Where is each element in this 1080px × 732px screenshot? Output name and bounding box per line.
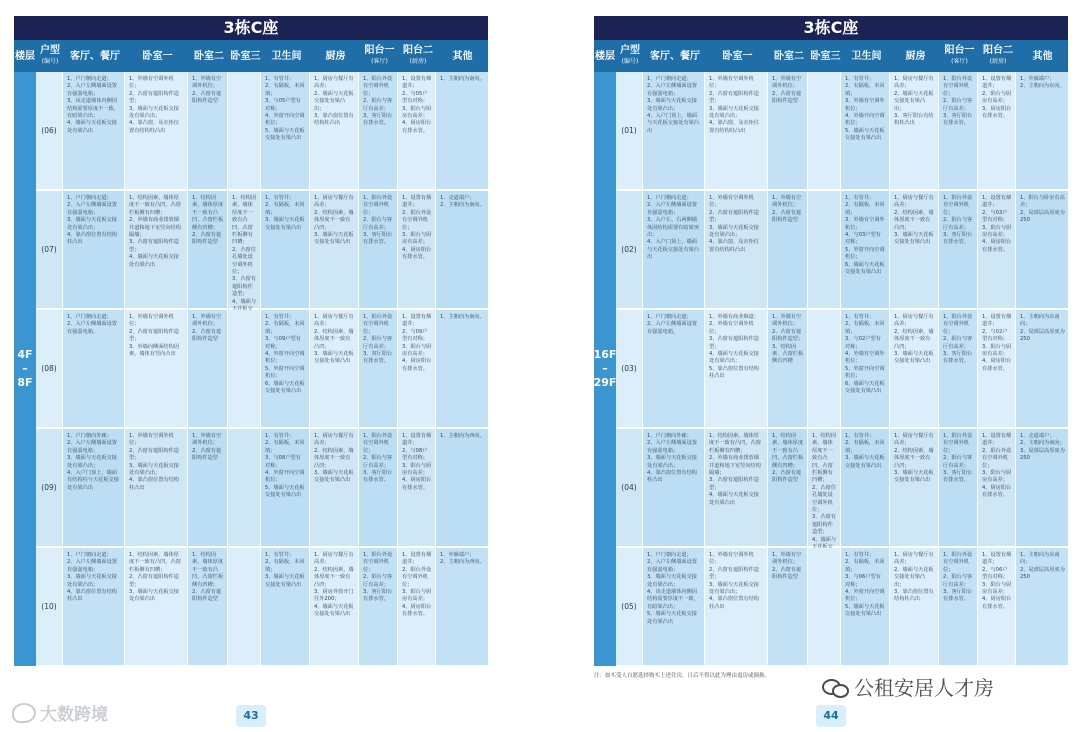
cell-bedroom-3: 1、结构因素，墙体厚度不一致有凸凹，凸窗栏板侧有凹槽； 2、凸窗位孔墙处设空调外机位； 3、凸窗有遮阳构件造型； 4、墙面与	[227, 191, 260, 308]
cell-kitchen: 1、厨房与餐厅有高差； 2、结构因素，墙体厚度不一致有凸凹； 3、墙面与天花板交接处有梁凸出	[889, 191, 938, 308]
cell-balcony-2: 1、设置有烟道井； 2、与03户型有对称； 3、阳台与厨房有高差； 4、厨房阳台有排水管。	[977, 191, 1015, 308]
cell-bathroom: 1、有管井； 2、有隔板，未回填； 3、墙面与天花板交接处有梁凸出	[260, 191, 309, 308]
cell-bedroom-2: 1、外墙有空调外机位； 2、凸窗有遮阳构件造型	[187, 429, 227, 546]
unit-number: (03)	[621, 364, 637, 373]
cell-other: 1、主朝向为东南向； 2、局部层高厚度为250	[1015, 548, 1068, 665]
cell-balcony-1: 1、阳台外设有空调外机位； 2、阳台与客厅有高差； 3、客厅阳台有排水管。	[938, 191, 977, 308]
cell-kitchen: 1、厨房与餐厅有高差； 2、结构因素，墙体厚度不一致有凸凹； 3、墙面与天花板交接处有梁凸出	[309, 310, 358, 427]
cell-kitchen: 1、厨房与餐厅有高差； 2、结构因素，墙体厚度不一致有凸凹； 3、墙面与天花板交接处有梁凸出	[309, 191, 358, 308]
cell-balcony-2: 1、设置有烟道井； 2、与09户型有对称； 3、阳台与厨房有高差； 4、厨房阳台有排水管。	[397, 310, 435, 427]
cell-living: 1、户门朝向走道； 2、入户左侧墙面设置有强弱电箱。	[62, 310, 124, 427]
cell-bathroom: 1、有管井； 2、有隔板，未回填； 3、与06户型有对称； 4、外窗开向空调机位； 5、墙面与天花板交接处有梁凸出	[840, 548, 889, 665]
header-bedroom-3: 卧室三	[810, 50, 841, 62]
header-kitchen: 厨房	[325, 50, 346, 62]
cell-bedroom-3	[227, 429, 260, 546]
cell-balcony-2: 1、设置有烟道井； 2、与05户型有对称； 3、阳台与厨房有高差； 4、厨房阳台有排水管。	[397, 72, 435, 189]
cell-other: 1、阳台与卧室有高差； 2、局部层高厚度为250	[1015, 191, 1068, 308]
cell-balcony-2: 1、设置有烟道井； 2、阳台外设有空调外机位； 3、阳台与厨房有高差； 4、厨房阳台有排水管。	[977, 429, 1015, 546]
cell-bedroom-2: 1、结构因素，墙体厚度不一致有凸凹，凸窗栏板侧有凹槽； 2、凸窗有遮阳构件造型	[767, 429, 807, 546]
cell-bedroom-1: 1、结构因素，墙体厚度不一致有凸凹，凸窗栏板侧有凹槽； 2、外墙有商业排放烟井道和地下室竖向结构隔墙； 3、凸窗有遮阳构件造型； 4、墙面与天花板交接处有梁凸出	[124, 191, 187, 308]
cell-other: 1、外廊端户； 2、主朝向为东向。	[1015, 72, 1068, 189]
table-title: 3栋C座	[594, 16, 1068, 40]
cell-living: 1、户门朝向走道； 2、入户左侧墙面设置有强弱电箱。	[642, 310, 704, 427]
cell-balcony-1: 1、阳台外设有空调外机位； 2、阳台与客厅有高差； 3、客厅阳台有排水管。	[358, 72, 397, 189]
cell-other: 1、走道端户； 2、主朝向为南向。	[435, 191, 488, 308]
cell-bathroom: 1、有管井； 2、有隔板，未回填； 3、与09户型有对称； 4、外窗开向空调机位； 5、外窗开向空调机位； 6、墙面与天花板交接处有梁凸出	[260, 310, 309, 427]
cell-other: 1、主朝向为南向。	[435, 72, 488, 189]
header-living: 客厅、餐厅	[70, 50, 120, 62]
cell-balcony-1: 1、阳台外设有空调外机位； 2、阳台与客厅有高差； 3、客厅阳台有排水管。	[938, 72, 977, 189]
unit-number: (05)	[621, 602, 637, 611]
cell-bedroom-3	[807, 548, 840, 665]
cell-balcony-2: 1、设置有烟道井； 2、阳台与厨房有高差； 3、厨房阳台有排水管。	[977, 72, 1015, 189]
cell-bathroom: 1、有管井； 2、有隔板，未回填； 3、墙面与天花板交接处有梁凸出	[260, 548, 309, 665]
cell-bedroom-2: 1、外墙有空调外机位； 2、凸窗有遮阳构件造型	[187, 310, 227, 427]
cell-balcony-1: 1、阳台外设有空调外机位； 2、阳台与客厅有高差； 3、客厅阳台有排水管。	[938, 429, 977, 546]
unit-number: (08)	[41, 364, 57, 373]
header-kitchen: 厨房	[905, 50, 926, 62]
cell-living: 1、户门朝向走道； 2、入户左侧墙面设置有强弱电箱； 3、墙面与天花板交接处有梁凸出； 4、入户门顶上，墙面与天花板交接处有梁凸出	[642, 72, 704, 189]
table-title: 3栋C座	[14, 16, 488, 40]
page-number: 44	[816, 705, 846, 727]
cell-balcony-2: 1、设置有烟道井； 2、与08户型有对称； 3、阳台与厨房有高差； 4、厨房阳台有排水管。	[397, 429, 435, 546]
cell-bedroom-1: 1、外墙有空调外机位； 2、凸窗有遮阳构件造型； 3、墙面与天花板交接处有梁凸出； 4、靠凸窗，及衣柜位置有结构柱凸出	[704, 191, 767, 308]
header-balcony-1: 阳台一 (客厅)	[364, 45, 395, 65]
cell-bedroom-1: 1、外墙有空调外机位； 2、凸窗有遮阳构件造型； 3、墙面与天花板交接处有梁凸出； 4、靠凸窗，及衣柜位置有结构柱凸出	[124, 72, 187, 189]
floor-range: 4F – 8F	[14, 72, 36, 666]
cell-bathroom: 1、有管井； 2、有隔板，未回填； 3、与02户型有对称； 4、外墙有空调外机位； 5、外窗开向空调机位； 6、墙面与天花板交接处有梁凸出	[840, 310, 889, 427]
cell-living: 1、户门朝向走道； 2、入户左侧墙面设置有强弱电箱； 3、墙面与天花板交接处有梁凸出； 4、该走道墙体内侧因结构需要厚度不一致，有暗梁凸出； 5、墙面与天花板交接处有梁凸出	[642, 548, 704, 665]
unit-number: (01)	[621, 126, 637, 135]
header-bathroom: 卫生间	[271, 50, 302, 62]
table-row	[616, 72, 1068, 189]
cell-kitchen: 1、厨房与餐厅有高差； 2、结构因素，墙体厚度不一致有凸凹； 3、墙面与天花板交接处有梁凸出	[889, 429, 938, 546]
page-number: 43	[236, 705, 266, 727]
header-bedroom-2: 卧室二	[774, 50, 804, 62]
cell-bedroom-1: 1、外墙有商业烟道； 2、外墙有空调外机位； 3、凸窗有遮阳构件造型； 4、墙面与天花板交接处有梁凸出； 5、靠凸窗位置有结构柱凸出	[704, 310, 767, 427]
header-bedroom-1: 卧室一	[722, 50, 753, 62]
cell-balcony-2: 1、设置有烟道井； 2、阳台外设有空调外机位； 3、阳台与厨房有高差； 4、厨房阳台有排水管。	[397, 191, 435, 308]
header-other: 其他	[1032, 50, 1053, 62]
right-page	[594, 16, 1068, 666]
cell-bathroom: 1、有管井； 2、有隔板，未回填； 3、与05户型有对称； 4、外窗开向空调机位； 5、墙面与天花板交接处有梁凸出	[260, 72, 309, 189]
cell-other: 1、外廊端户； 2、主朝向为西向。	[435, 548, 488, 665]
cell-balcony-2: 1、设置有烟道井； 2、与06户型有对称； 3、阳台与厨房有高差； 4、厨房阳台有排水管。	[977, 548, 1015, 665]
cell-kitchen: 1、厨房与餐厅有高差； 2、结构因素，墙体厚度不一致有凸凹； 3、墙面与天花板交接处有梁凸出	[889, 310, 938, 427]
cell-kitchen: 1、厨房与餐厅有高差； 2、墙面与天花板交接处有梁凸出； 3、靠凸窗位置有结构柱凸出	[309, 72, 358, 189]
table-row	[616, 310, 1068, 427]
cell-other: 1、主朝向为东南向； 2、局部层高厚度为250	[1015, 310, 1068, 427]
cell-balcony-2: 1、设置有烟道井； 2、与02户型有对称； 3、阳台与厨房有高差； 4、厨房阳台有排水管。	[977, 310, 1015, 427]
floor-range: 16F – 29F	[594, 72, 616, 666]
header-living: 客厅、餐厅	[650, 50, 700, 62]
watermark-left	[12, 700, 108, 725]
table-row	[36, 191, 488, 308]
header-balcony-2: 阳台二 (厨房)	[403, 45, 433, 65]
cell-balcony-1: 1、阳台外设有空调外机位； 2、阳台与客厅有高差； 3、客厅阳台有排水管。	[358, 310, 397, 427]
cell-balcony-1: 1、阳台外设有空调外机位； 2、阳台与客厅有高差； 3、客厅阳台有排水管。	[938, 310, 977, 427]
unit-number: (10)	[41, 602, 57, 611]
table-row	[616, 548, 1068, 665]
cell-other: 1、主朝向为南向。	[435, 310, 488, 427]
header-bedroom-3: 卧室三	[230, 50, 261, 62]
table-header	[594, 40, 1068, 72]
cell-bedroom-1: 1、结构因素，墙体厚度不一致有凸凹，凸窗栏板侧有凹槽； 2、外墙有商业排放烟井道和地下室竖向结构隔墙； 3、凸窗有遮阳构件造型； 4、墙面与天花板交接处有梁凸出	[704, 429, 767, 546]
left-page	[14, 16, 488, 666]
cell-bedroom-2: 1、外墙有空调外机位； 2、凸窗有遮阳构件造型	[767, 72, 807, 189]
cell-living: 1、户门朝向走道； 2、入户左侧墙面设置有强弱电箱； 3、墙面与天花板交接处有梁凸出； 4、靠凸窗位置有结构柱凸出	[62, 191, 124, 308]
cell-other: 1、主朝向为西向。	[435, 429, 488, 546]
table-row	[616, 429, 1068, 546]
cell-bathroom: 1、有管井； 2、有隔板，未回填； 3、外墙有空调外机位； 4、与03户型有对称； 5、外窗开向空调机位； 6、墙面与天花板交接处有梁凸出	[840, 191, 889, 308]
header-floor: 楼层	[595, 50, 615, 62]
brand-logo-icon	[12, 703, 36, 723]
unit-number: (04)	[621, 483, 637, 492]
cell-bedroom-3	[807, 310, 840, 427]
header-balcony-1: 阳台一 (客厅)	[944, 45, 975, 65]
cell-bathroom: 1、有管井； 2、有隔板，未回填； 3、墙面与天花板交接处有梁凸出	[840, 429, 889, 546]
cell-bedroom-3	[227, 548, 260, 665]
cell-bedroom-3	[227, 310, 260, 427]
cell-living: 1、户门朝向走道； 2、入户左侧墙面设置有强弱电箱； 3、入户左、右两侧墙体因结构需要有暗梁突出； 4、入户门顶上，墙面与天花板交接处有梁凸出	[642, 191, 704, 308]
cell-bedroom-2: 1、外墙有空调外机位； 2、凸窗有遮阳构件造型	[187, 72, 227, 189]
cell-bedroom-2: 1、外墙有空调外机位； 2、凸窗有遮阳构件造型	[767, 191, 807, 308]
cell-balcony-1: 1、阳台外设有空调外机位； 2、阳台与客厅有高差； 3、客厅阳台有排水管。	[358, 548, 397, 665]
cell-kitchen: 1、厨房与餐厅有高差； 2、墙面与天花板交接处有梁凸出； 3、客厅阳台有结构柱凸出	[889, 72, 938, 189]
header-bedroom-2: 卧室二	[194, 50, 224, 62]
cell-balcony-2: 1、设置有烟道井； 2、阳台外设有空调外机位； 3、阳台与厨房有高差； 4、厨房阳台有排水管。	[397, 548, 435, 665]
wechat-icon	[822, 677, 848, 697]
header-other: 其他	[452, 50, 473, 62]
header-unit: 户型 (编号)	[40, 45, 60, 65]
cell-living: 1、户门朝向外廊； 2、入户左侧墙面设置有强弱电箱； 3、墙面与天花板交接处有梁凸出； 4、靠凸窗位置有结构柱凸出	[642, 429, 704, 546]
cell-bedroom-1: 1、结构因素，墙体厚度不一致有凸凹，凸窗栏板侧有凹槽； 2、凸窗有遮阳构件造型； 3、墙面与天花板交接处有梁凸出	[124, 548, 187, 665]
cell-bedroom-2: 1、外墙有空调外机位； 2、凸窗有遮阳构件造型	[767, 548, 807, 665]
cell-balcony-1: 1、阳台外设有空调外机位； 2、阳台与客厅有高差； 3、客厅阳台有排水管。	[358, 191, 397, 308]
cell-bedroom-1: 1、外墙有空调外机位； 2、凸窗有遮阳构件造型； 3、墙面与天花板交接处有梁凸出； 4、靠凸窗，及衣柜位置有结构柱凸出	[704, 72, 767, 189]
cell-bedroom-1: 1、外墙有空调外机位； 2、凸窗有遮阳构件造型； 3、外墙向侧面结构因素，墙体有竖向凸出	[124, 310, 187, 427]
cell-living: 1、户门朝向外廊； 2、入户左侧墙面设置有强弱电箱； 3、墙面与天花板交接处有梁凸出； 4、入户门顶上，墙面有结构柱与天花板交接处有梁凸出	[62, 429, 124, 546]
cell-living: 1、户门朝向走道； 2、入户左侧墙面设置有强弱电箱； 3、该走道墙体内侧因结构需要厚度不一致，有暗梁凸出； 4、墙面与天花板交接处有梁凸出	[62, 72, 124, 189]
header-bedroom-1: 卧室一	[142, 50, 173, 62]
cell-bedroom-1: 1、外墙有空调外机位； 2、凸窗有遮阳构件造型； 3、墙面与天花板交接处有梁凸出； 4、靠凸窗位置有结构柱凸出	[124, 429, 187, 546]
cell-living: 1、户门朝向走道； 2、入户左侧墙面设置有强弱电箱； 3、墙面与天花板交接处有梁凸出； 4、靠凸窗位置有结构柱凸出	[62, 548, 124, 665]
header-bathroom: 卫生间	[851, 50, 882, 62]
cell-bedroom-3	[807, 72, 840, 189]
watermark-text: 大数跨境	[40, 705, 108, 725]
unit-number: (06)	[41, 126, 57, 135]
cell-kitchen: 1、厨房与餐厅有高差； 2、结构因素，墙体厚度不一致有凸凹； 3、厨房外窗开门往外200； 4、墙面与天花板交接处有梁凸出	[309, 548, 358, 665]
cell-balcony-1: 1、阳台外设有空调外机位； 2、阳台与客厅有高差； 3、客厅阳台有排水管。	[358, 429, 397, 546]
header-balcony-2: 阳台二 (厨房)	[983, 45, 1013, 65]
table-header	[14, 40, 488, 72]
cell-bedroom-2: 1、外墙有空调外机位； 2、凸窗有遮阳构件造型； 3、结构因素，凸窗栏板侧有凹槽	[767, 310, 807, 427]
cell-bedroom-3: 1、结构因素，墙体厚度不一致有凸凹，凸窗栏板侧有凹槽； 2、凸窗位孔墙处设空调外机位； 3、凸窗有遮阳构件造型； 4、墙面与	[807, 429, 840, 546]
cell-bedroom-2: 1、结构因素，墙体厚度不一致有凸凹，凸窗栏板侧有凹槽； 2、凸窗有遮阳构件造型	[187, 548, 227, 665]
footnote: 注：如买受人自愿选择购买上述住房，日后不得以此为理由退房或调换。	[594, 673, 771, 679]
cell-bathroom: 1、有管井； 2、有隔板，未回填； 3、与08户型有对称； 4、外窗开向空调机位； 5、墙面与天花板交接处有梁凸出	[260, 429, 309, 546]
watermark-right	[822, 672, 994, 701]
cell-balcony-1: 1、阳台外设有空调外机位； 2、阳台与客厅有高差； 3、客厅阳台有排水管。	[938, 548, 977, 665]
watermark-text: 公租安居人才房	[854, 676, 994, 700]
header-unit: 户型 (编号)	[620, 45, 640, 65]
header-floor: 楼层	[15, 50, 35, 62]
unit-number: (09)	[41, 483, 57, 492]
cell-bedroom-3	[227, 72, 260, 189]
cell-other: 1、走道端户； 2、主朝向为南向； 3、局部层高厚度为250	[1015, 429, 1068, 546]
table-row	[36, 429, 488, 546]
unit-number: (02)	[621, 245, 637, 254]
table-row	[36, 72, 488, 189]
cell-bedroom-2: 1、结构因素，墙体厚度不一致有凸凹，凸窗栏板侧有凹槽； 2、凸窗有遮阳构件造型	[187, 191, 227, 308]
table-row	[616, 191, 1068, 308]
table-row	[36, 548, 488, 665]
cell-bathroom: 1、有管井； 2、有隔板，未回填； 3、外墙有空调外机位； 4、外墙开向空调机位； 5、墙面与天花板交接处有梁凸出	[840, 72, 889, 189]
table-row	[36, 310, 488, 427]
unit-number: (07)	[41, 245, 57, 254]
cell-bedroom-3	[807, 191, 840, 308]
cell-kitchen: 1、厨房与餐厅有高差； 2、结构因素，墙体厚度不一致有凸凹； 3、墙面与天花板交接处有梁凸出	[309, 429, 358, 546]
cell-kitchen: 1、厨房与餐厅有高差； 2、墙面与天花板交接处有梁凸出； 3、靠凸窗位置有结构柱凸出	[889, 548, 938, 665]
cell-bedroom-1: 1、外墙有空调外机位； 2、凸窗有遮阳构件造型； 3、墙面与天花板交接处有梁凸出； 4、靠凸窗位置有结构柱凸出	[704, 548, 767, 665]
